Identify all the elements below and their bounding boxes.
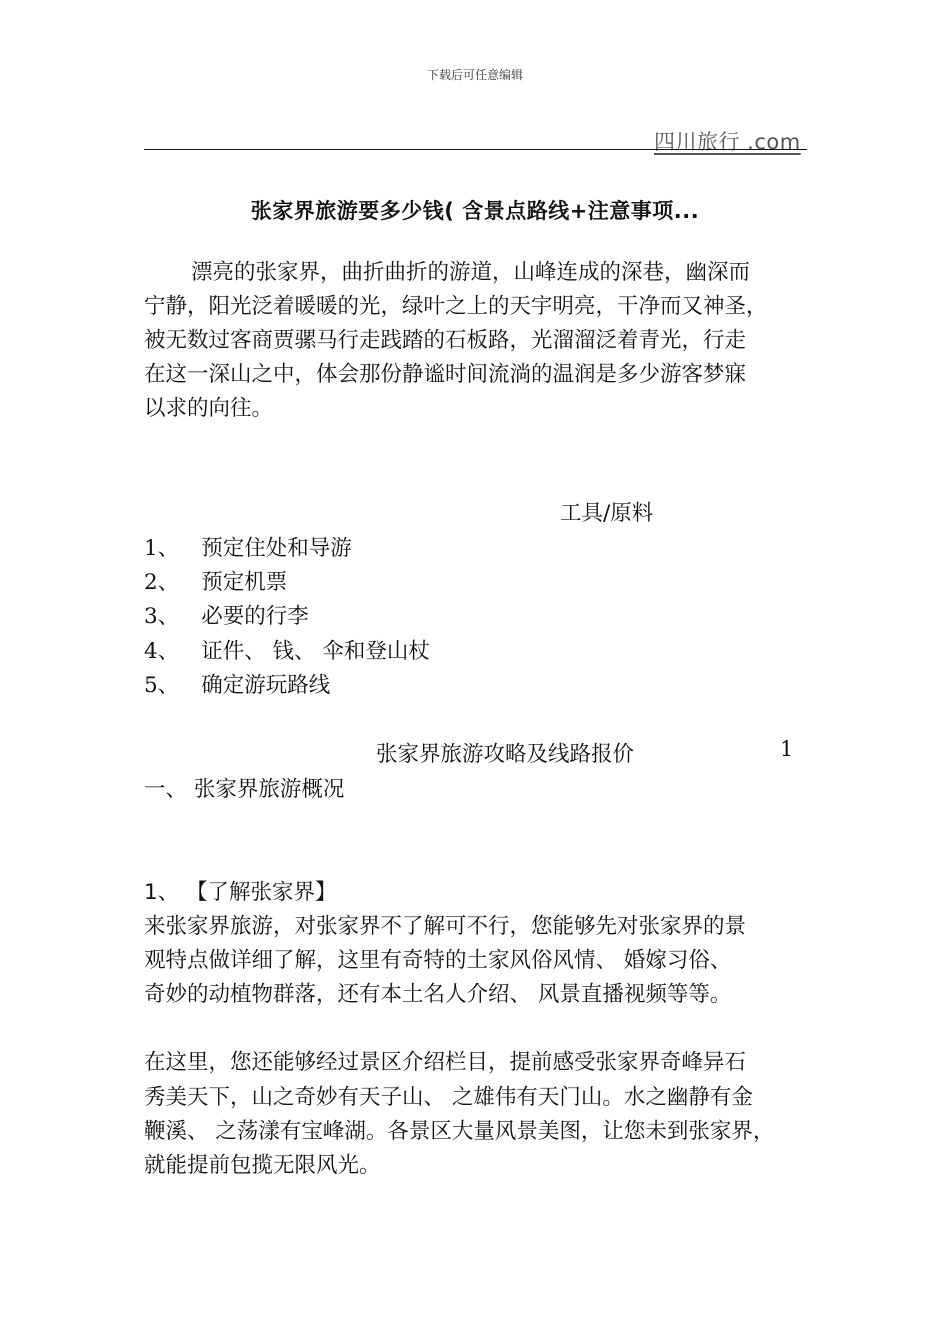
site-name: 四川旅行 [654,130,740,154]
paragraph-line: 就能提前包揽无限风光。 [144,1153,381,1178]
header-rule [144,149,807,150]
paragraph-line: 奇妙的动植物群落，还有本土名人介绍、 风景直播视频等等。 [144,982,732,1007]
list-item [144,565,287,596]
list-item [144,634,430,665]
guide-title: 张家界旅游攻略及线路报价 [376,742,635,767]
list-number: 5、 [144,673,180,698]
paragraph-line: 在这里，您还能够经过景区介绍栏目，提前感受张家界奇峰异石 [144,1050,747,1075]
paragraph-line: 来张家界旅游，对张家界不了解可不行，您能够先对张家界的景 [144,914,747,939]
paragraph-line: 鞭溪、 之荡漾有宝峰湖。各景区大量风景美图，让您未到张家界， [144,1119,775,1144]
list-text: 证件、 钱、 伞和登山杖 [201,639,430,664]
list-number: 2、 [144,570,180,595]
list-text: 确定游玩路线 [201,673,331,698]
subsection-heading: 1、 【了解张家界】 [144,880,337,905]
document-title: 张家界旅游要多少钱( 含景点路线+注意事项... [250,199,700,223]
intro-line: 在这一深山之中，体会那份静谧时间流淌的温润是多少游客梦寐 [144,362,747,387]
paragraph-line: 秀美天下，山之奇妙有天子山、 之雄伟有天门山。水之幽静有金 [144,1085,753,1110]
list-item [144,531,352,562]
paragraph-line: 观特点做详细了解，这里有奇特的土家风俗风情、 婚嫁习俗、 [144,948,732,973]
section-heading: 一、 张家界旅游概况 [144,777,345,802]
list-number: 4、 [144,639,180,664]
list-number: 1、 [144,536,180,561]
list-item [144,668,330,699]
intro-line: 被无数过客商贾骡马行走践踏的石板路，光溜溜泛着青光，行走 [144,328,747,353]
site-logo [654,126,801,156]
list-text: 预定机票 [201,570,288,595]
list-text: 预定住处和导游 [201,536,352,561]
list-number: 3、 [144,604,180,629]
list-text: 必要的行李 [201,604,309,629]
header-note: 下载后可任意编辑 [426,68,523,82]
tools-heading: 工具/原料 [560,501,654,526]
site-suffix: .com [740,130,801,154]
intro-line: 漂亮的张家界，曲折曲折的游道，山峰连成的深巷，幽深而 [191,260,751,285]
intro-line: 以求的向往。 [144,396,274,421]
intro-line: 宁静，阳光泛着暖暖的光，绿叶之上的天宇明亮，干净而又神圣， [144,294,768,319]
page-number: 1 [780,737,794,761]
list-item [144,599,309,630]
